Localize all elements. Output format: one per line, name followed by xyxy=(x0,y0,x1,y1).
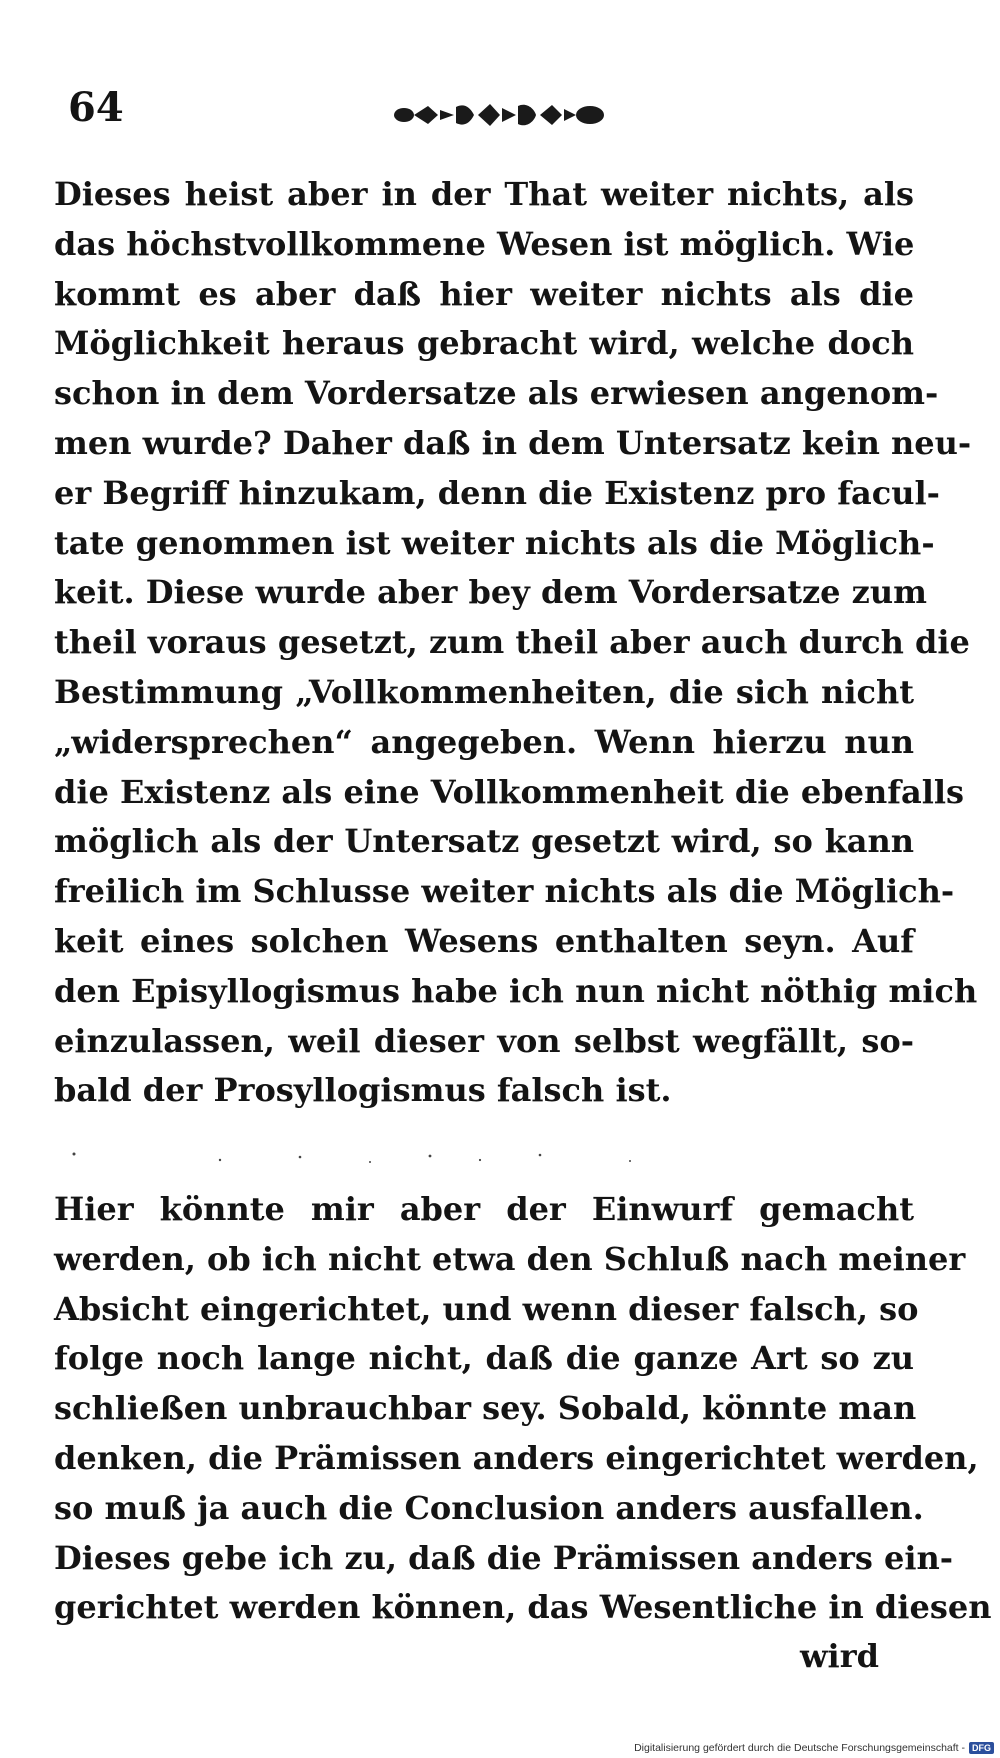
text-line: möglich als der Untersatz gesetzt wird, so kann xyxy=(54,822,914,861)
text-line: schließen unbrauchbar sey. Sobald, könnte man xyxy=(54,1389,917,1428)
text-line: men wurde? Daher daß in dem Untersatz kein neu- xyxy=(54,423,972,462)
text-line: keit. Diese wurde aber bey dem Vordersatze zum xyxy=(54,573,927,612)
text-line: er Begriff hinzukam, denn die Existenz pro facul- xyxy=(54,473,940,512)
text-line: „widersprechen“ angegeben. Wenn hierzu nun xyxy=(54,722,914,761)
print-specks xyxy=(70,1148,690,1168)
text-line: das höchstvollkommene Wesen ist möglich. Wie xyxy=(54,224,915,263)
text-line: tate genommen ist weiter nichts als die Möglich- xyxy=(54,523,935,562)
credit-text: Digitalisierung gefördert durch die Deutsche Forschungsgemeinschaft - xyxy=(634,1742,965,1754)
page-number: 64 xyxy=(68,84,124,131)
catchword: wird xyxy=(800,1637,879,1675)
text-line: gerichtet werden können, das Wesentliche in diesen xyxy=(54,1588,992,1627)
text-line: werden, ob ich nicht etwa den Schluß nach meiner xyxy=(54,1239,966,1278)
paragraph-1 xyxy=(54,170,978,1116)
text-line: schon in dem Vordersatze als erwiesen angenom- xyxy=(54,374,939,413)
text-line: einzulassen, weil dieser von selbst wegfällt, so- xyxy=(54,1021,914,1060)
text-line: den Episyllogismus habe ich nun nicht nöthig mich xyxy=(54,971,978,1010)
text-line: die Existenz als eine Vollkommenheit die ebenfalls xyxy=(54,772,965,811)
text-line: Dieses gebe ich zu, daß die Prämissen anders ein- xyxy=(54,1538,954,1577)
decorative-ornament xyxy=(392,98,612,132)
text-line: Möglichkeit heraus gebracht wird, welche doch xyxy=(54,324,914,363)
text-line: bald der Prosyllogismus falsch ist. xyxy=(54,1071,672,1110)
text-line: kommt es aber daß hier weiter nichts als die xyxy=(54,274,914,313)
text-line: Hier könnte mir aber der Einwurf gemacht xyxy=(54,1190,914,1228)
text-line: freilich im Schlusse weiter nichts als die Möglich- xyxy=(54,872,955,911)
dfg-logo: DFG xyxy=(969,1742,994,1754)
text-line: Dieses heist aber in der That weiter nichts, als xyxy=(54,175,914,213)
digitization-credit xyxy=(634,1742,994,1754)
text-line: denken, die Prämissen anders eingerichtet werden, xyxy=(54,1438,979,1477)
text-line: theil voraus gesetzt, zum theil aber auch durch die xyxy=(54,623,970,662)
text-line: Bestimmung „Vollkommenheiten, die sich nicht xyxy=(54,672,914,711)
text-line: folge noch lange nicht, daß die ganze Art so zu xyxy=(54,1339,914,1378)
paragraph-2 xyxy=(54,1185,992,1633)
text-line: keit eines solchen Wesens enthalten seyn. Auf xyxy=(54,921,914,960)
text-line: Absicht eingerichtet, und wenn dieser falsch, so xyxy=(54,1289,919,1328)
text-line: so muß ja auch die Conclusion anders ausfallen. xyxy=(54,1488,924,1527)
